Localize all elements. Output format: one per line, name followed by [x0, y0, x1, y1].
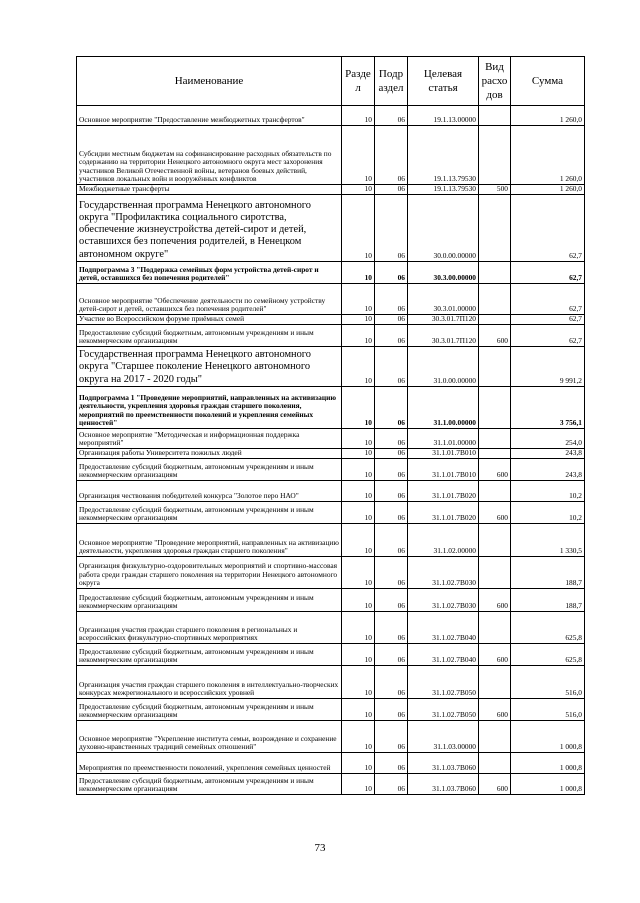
row-name-cell: Предоставление субсидий бюджетным, автономным учреждениям и иным некоммерческим организациям: [77, 589, 342, 612]
row-razdel-cell: 10: [342, 284, 375, 315]
row-target-cell: 19.1.13.79530: [408, 185, 479, 195]
row-vid-cell: [479, 284, 511, 315]
row-target-cell: 31.1.01.7В010: [408, 459, 479, 481]
row-vid-cell: 600: [479, 459, 511, 481]
row-target-cell: 30.3.01.00000: [408, 284, 479, 315]
row-sum-cell: 9 991,2: [511, 347, 585, 387]
table-row: [77, 666, 585, 699]
row-target-cell: 19.1.13.79530: [408, 126, 479, 185]
budget-table: [76, 56, 585, 795]
row-name-cell: Государственная программа Ненецкого автономного округа "Старшее поколение Ненецкого автономного округа на 2017 - 2020 годы": [77, 347, 342, 387]
row-sum-cell: 243,8: [511, 449, 585, 459]
row-name-cell: Субсидии местным бюджетам на софинансирование расходных обязательств по содержанию на территории Ненецкого автономного округа мест захоронения участников Великой Отечественной войны, ветеранов боевых действий, участников локальных войн и вооружённых конфликтов: [77, 126, 342, 185]
row-sum-cell: 10,2: [511, 481, 585, 502]
row-podrazdel-cell: 06: [375, 481, 408, 502]
row-vid-cell: [479, 753, 511, 774]
row-target-cell: 31.1.02.7В050: [408, 699, 479, 721]
row-podrazdel-cell: 06: [375, 106, 408, 126]
row-podrazdel-cell: 06: [375, 126, 408, 185]
header-podrazdel: Подр аздел: [375, 57, 408, 106]
row-name-cell: Основное мероприятие "Проведение мероприятий, направленных на активизацию деятельности, укрепления здоровья граждан старшего поколения": [77, 524, 342, 557]
header-vid: Вид расхо дов: [479, 57, 511, 106]
row-podrazdel-cell: 06: [375, 612, 408, 644]
row-sum-cell: 188,7: [511, 589, 585, 612]
row-razdel-cell: 10: [342, 126, 375, 185]
row-vid-cell: [479, 126, 511, 185]
row-sum-cell: 188,7: [511, 557, 585, 589]
row-name-cell: Государственная программа Ненецкого автономного округа "Профилактика социального сиротства, обеспечение жизнеустройства детей-сирот и детей, оставшихся без попечения родителей, в Ненецком автономном округе": [77, 195, 342, 262]
row-podrazdel-cell: 06: [375, 325, 408, 347]
row-sum-cell: 3 756,1: [511, 387, 585, 429]
table-row: [77, 315, 585, 325]
table-row: [77, 325, 585, 347]
row-target-cell: 31.1.01.7В020: [408, 502, 479, 524]
row-sum-cell: 62,7: [511, 325, 585, 347]
row-name-cell: Предоставление субсидий бюджетным, автономным учреждениям и иным некоммерческим организациям: [77, 325, 342, 347]
header-target: Целевая статья: [408, 57, 479, 106]
row-name-cell: Организация физкультурно-оздоровительных мероприятий и спортивно-массовая работа среди граждан старшего поколения на территории Ненецкого автономного округа: [77, 557, 342, 589]
table-row: [77, 195, 585, 262]
row-name-cell: Организация чествования победителей конкурса "Золотое перо НАО": [77, 481, 342, 502]
row-vid-cell: [479, 666, 511, 699]
row-target-cell: 31.1.01.7В010: [408, 449, 479, 459]
table-row: [77, 589, 585, 612]
row-vid-cell: [479, 721, 511, 753]
row-target-cell: 30.3.01.7П120: [408, 325, 479, 347]
row-name-cell: Межбюджетные трансферты: [77, 185, 342, 195]
row-razdel-cell: 10: [342, 699, 375, 721]
row-target-cell: 30.3.00.00000: [408, 262, 479, 284]
row-vid-cell: [479, 387, 511, 429]
row-razdel-cell: 10: [342, 774, 375, 795]
row-razdel-cell: 10: [342, 185, 375, 195]
row-name-cell: Предоставление субсидий бюджетным, автономным учреждениям и иным некоммерческим организациям: [77, 502, 342, 524]
row-target-cell: 19.1.13.00000: [408, 106, 479, 126]
budget-page: [76, 56, 584, 795]
row-sum-cell: 625,8: [511, 612, 585, 644]
row-razdel-cell: 10: [342, 502, 375, 524]
row-podrazdel-cell: 06: [375, 524, 408, 557]
header-razdel: Разде л: [342, 57, 375, 106]
row-target-cell: 31.0.00.00000: [408, 347, 479, 387]
table-row: [77, 524, 585, 557]
row-sum-cell: 1 260,0: [511, 185, 585, 195]
table-row: [77, 449, 585, 459]
row-podrazdel-cell: 06: [375, 644, 408, 666]
table-row: [77, 753, 585, 774]
row-sum-cell: 1 000,8: [511, 721, 585, 753]
row-vid-cell: [479, 481, 511, 502]
row-name-cell: Участие во Всероссийском форуме приёмных семей: [77, 315, 342, 325]
table-row: [77, 185, 585, 195]
row-vid-cell: [479, 612, 511, 644]
row-podrazdel-cell: 06: [375, 589, 408, 612]
row-vid-cell: [479, 524, 511, 557]
table-row: [77, 347, 585, 387]
row-target-cell: 31.1.02.7В050: [408, 666, 479, 699]
row-vid-cell: 600: [479, 502, 511, 524]
row-name-cell: Предоставление субсидий бюджетным, автономным учреждениям и иным некоммерческим организациям: [77, 459, 342, 481]
row-podrazdel-cell: 06: [375, 459, 408, 481]
row-target-cell: 30.0.00.00000: [408, 195, 479, 262]
row-target-cell: 31.1.03.7В060: [408, 774, 479, 795]
row-sum-cell: 62,7: [511, 315, 585, 325]
row-target-cell: 31.1.01.00000: [408, 429, 479, 449]
row-sum-cell: 62,7: [511, 284, 585, 315]
header-sum: Сумма: [511, 57, 585, 106]
row-razdel-cell: 10: [342, 387, 375, 429]
row-name-cell: Основное мероприятие "Методическая и информационная поддержка мероприятий": [77, 429, 342, 449]
page-number: 73: [314, 842, 326, 854]
row-razdel-cell: 10: [342, 106, 375, 126]
row-target-cell: 31.1.02.7В030: [408, 589, 479, 612]
row-target-cell: 31.1.02.7В040: [408, 644, 479, 666]
row-sum-cell: 1 260,0: [511, 106, 585, 126]
row-razdel-cell: 10: [342, 481, 375, 502]
table-row: [77, 106, 585, 126]
row-razdel-cell: 10: [342, 721, 375, 753]
row-razdel-cell: 10: [342, 524, 375, 557]
table-row: [77, 502, 585, 524]
row-razdel-cell: 10: [342, 195, 375, 262]
row-target-cell: 31.1.01.7В020: [408, 481, 479, 502]
row-name-cell: Организация участия граждан старшего поколения в региональных и всероссийских физкультурно-спортивных мероприятиях: [77, 612, 342, 644]
row-razdel-cell: 10: [342, 753, 375, 774]
row-target-cell: 31.1.03.7В060: [408, 753, 479, 774]
row-name-cell: Предоставление субсидий бюджетным, автономным учреждениям и иным некоммерческим организациям: [77, 644, 342, 666]
row-target-cell: 31.1.02.7В040: [408, 612, 479, 644]
row-razdel-cell: 10: [342, 612, 375, 644]
row-razdel-cell: 10: [342, 644, 375, 666]
row-name-cell: Предоставление субсидий бюджетным, автономным учреждениям и иным некоммерческим организациям: [77, 774, 342, 795]
row-sum-cell: 62,7: [511, 262, 585, 284]
table-row: [77, 284, 585, 315]
row-podrazdel-cell: 06: [375, 284, 408, 315]
row-name-cell: Подпрограмма 3 "Поддержка семейных форм устройства детей-сирот и детей, оставшихся без попечения родителей": [77, 262, 342, 284]
row-razdel-cell: 10: [342, 347, 375, 387]
table-row: [77, 557, 585, 589]
row-podrazdel-cell: 06: [375, 699, 408, 721]
row-podrazdel-cell: 06: [375, 502, 408, 524]
row-podrazdel-cell: 06: [375, 666, 408, 699]
row-vid-cell: [479, 449, 511, 459]
row-podrazdel-cell: 06: [375, 185, 408, 195]
row-podrazdel-cell: 06: [375, 347, 408, 387]
table-row: [77, 721, 585, 753]
row-razdel-cell: 10: [342, 449, 375, 459]
row-podrazdel-cell: 06: [375, 262, 408, 284]
row-name-cell: Подпрограмма 1 "Проведение мероприятий, направленных на активизацию деятельности, укрепления здоровья граждан старшего поколения, мероприятий по преемственности поколений и укрепления семейных ценностей": [77, 387, 342, 429]
row-razdel-cell: 10: [342, 325, 375, 347]
row-target-cell: 31.1.02.00000: [408, 524, 479, 557]
row-name-cell: Основное мероприятие "Обеспечение деятельности по семейному устройству детей-сирот и детей, оставшихся без попечения родителей": [77, 284, 342, 315]
table-row: [77, 774, 585, 795]
row-vid-cell: 600: [479, 589, 511, 612]
row-vid-cell: [479, 262, 511, 284]
table-row: [77, 699, 585, 721]
row-sum-cell: 625,8: [511, 644, 585, 666]
header-name: Наименование: [77, 57, 342, 106]
row-name-cell: Мероприятия по преемственности поколений, укрепления семейных ценностей: [77, 753, 342, 774]
row-razdel-cell: 10: [342, 459, 375, 481]
table-row: [77, 126, 585, 185]
row-podrazdel-cell: 06: [375, 753, 408, 774]
row-podrazdel-cell: 06: [375, 429, 408, 449]
row-vid-cell: [479, 347, 511, 387]
row-podrazdel-cell: 06: [375, 315, 408, 325]
header-row: [77, 57, 585, 106]
row-podrazdel-cell: 06: [375, 721, 408, 753]
row-name-cell: Организация работы Университета пожилых людей: [77, 449, 342, 459]
row-razdel-cell: 10: [342, 315, 375, 325]
row-vid-cell: 600: [479, 699, 511, 721]
table-row: [77, 429, 585, 449]
row-podrazdel-cell: 06: [375, 557, 408, 589]
row-podrazdel-cell: 06: [375, 774, 408, 795]
row-sum-cell: 516,0: [511, 699, 585, 721]
table-row: [77, 644, 585, 666]
row-vid-cell: [479, 557, 511, 589]
row-razdel-cell: 10: [342, 589, 375, 612]
row-target-cell: 31.1.02.7В030: [408, 557, 479, 589]
row-vid-cell: [479, 429, 511, 449]
row-name-cell: Основное мероприятие "Предоставление межбюджетных трансфертов": [77, 106, 342, 126]
row-vid-cell: 600: [479, 774, 511, 795]
row-sum-cell: 243,8: [511, 459, 585, 481]
row-sum-cell: 1 000,8: [511, 774, 585, 795]
row-sum-cell: 62,7: [511, 195, 585, 262]
row-vid-cell: [479, 315, 511, 325]
row-sum-cell: 1 000,8: [511, 753, 585, 774]
row-podrazdel-cell: 06: [375, 195, 408, 262]
row-podrazdel-cell: 06: [375, 387, 408, 429]
row-vid-cell: [479, 195, 511, 262]
table-body: [77, 106, 585, 795]
row-sum-cell: 1 330,5: [511, 524, 585, 557]
row-target-cell: 31.1.03.00000: [408, 721, 479, 753]
row-target-cell: 31.1.00.00000: [408, 387, 479, 429]
row-vid-cell: 500: [479, 185, 511, 195]
table-row: [77, 387, 585, 429]
row-target-cell: 30.3.01.7П120: [408, 315, 479, 325]
row-podrazdel-cell: 06: [375, 449, 408, 459]
table-row: [77, 459, 585, 481]
row-vid-cell: [479, 106, 511, 126]
row-razdel-cell: 10: [342, 429, 375, 449]
row-name-cell: Организация участия граждан старшего поколения в интеллектуально-творческих конкурсах межрегионального и всероссийских уровней: [77, 666, 342, 699]
table-row: [77, 262, 585, 284]
row-vid-cell: 600: [479, 644, 511, 666]
row-sum-cell: 10,2: [511, 502, 585, 524]
row-vid-cell: 600: [479, 325, 511, 347]
table-row: [77, 481, 585, 502]
row-razdel-cell: 10: [342, 262, 375, 284]
row-sum-cell: 254,0: [511, 429, 585, 449]
row-sum-cell: 516,0: [511, 666, 585, 699]
table-row: [77, 612, 585, 644]
row-razdel-cell: 10: [342, 557, 375, 589]
row-sum-cell: 1 260,0: [511, 126, 585, 185]
row-razdel-cell: 10: [342, 666, 375, 699]
row-name-cell: Предоставление субсидий бюджетным, автономным учреждениям и иным некоммерческим организациям: [77, 699, 342, 721]
row-name-cell: Основное мероприятие "Укрепление института семьи, возрождение и сохранение духовно-нравственных традиций семейных отношений": [77, 721, 342, 753]
